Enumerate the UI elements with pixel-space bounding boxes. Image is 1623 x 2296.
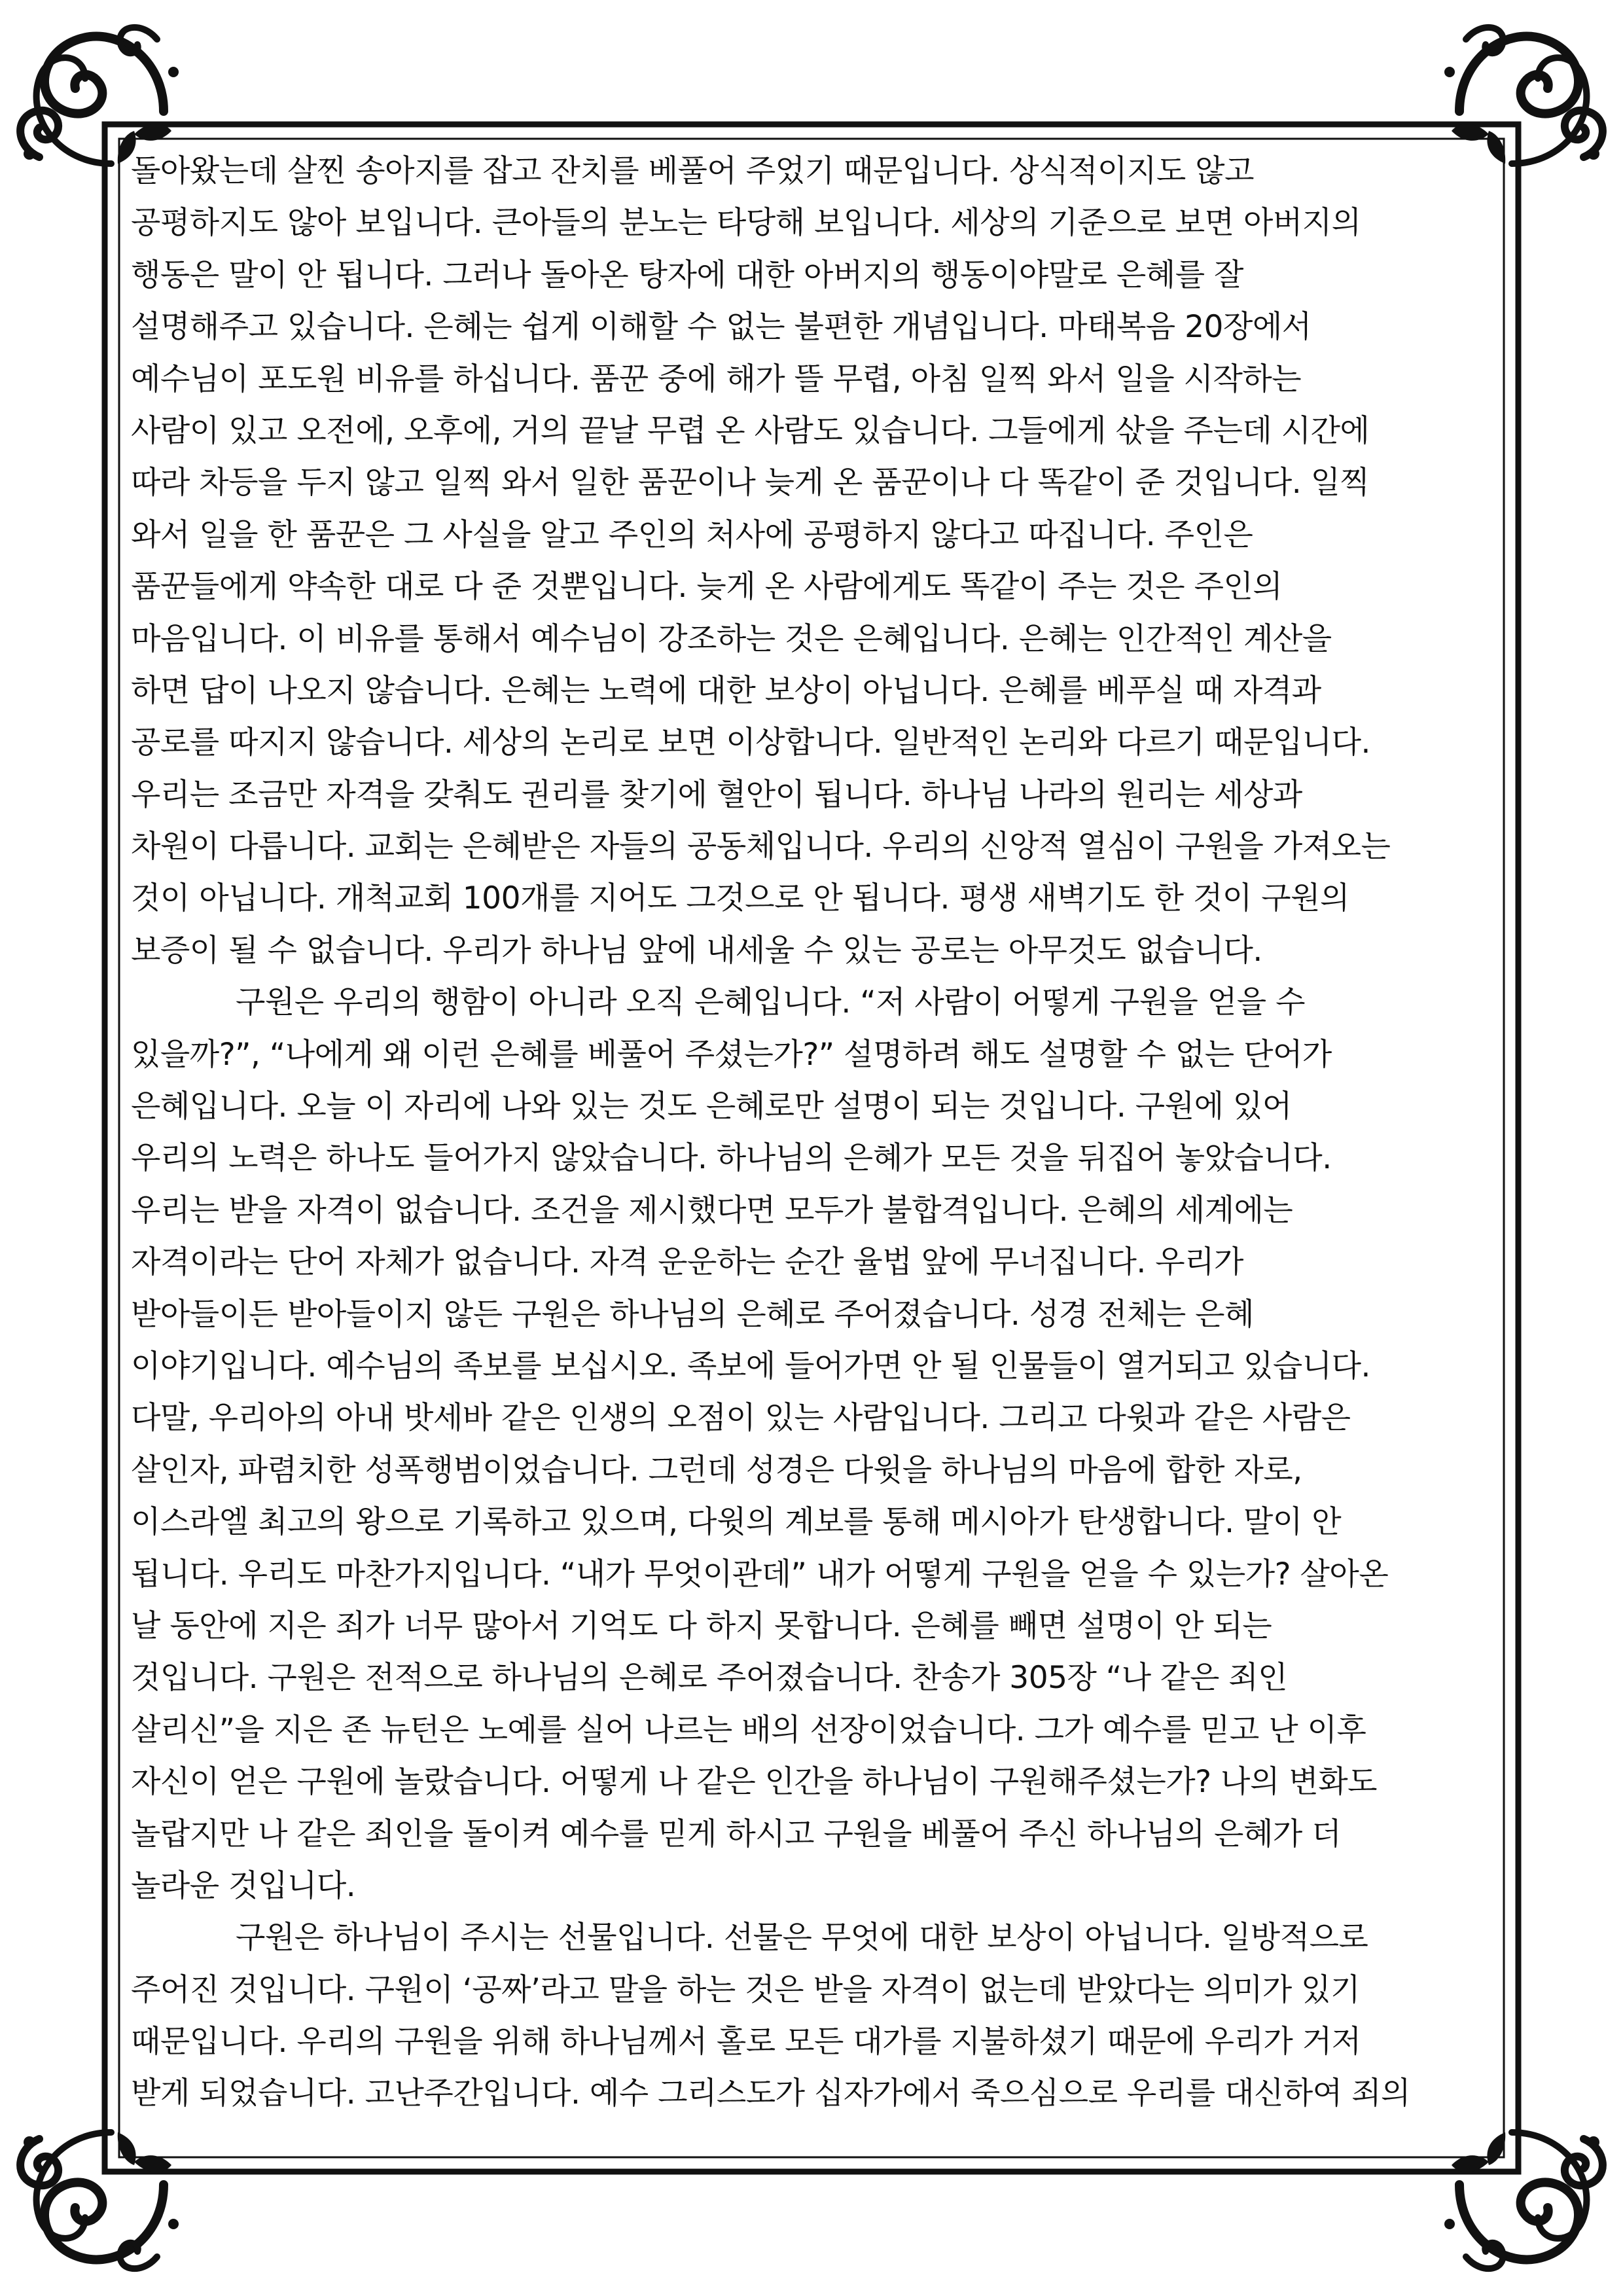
text-line: 이야기입니다. 예수님의 족보를 보십시오. 족보에 들어가면 안 될 인물들이 열거되고 있습니다. bbox=[131, 1348, 1370, 1384]
text-line: 설명해주고 있습니다. 은혜는 쉽게 이해할 수 없는 불편한 개념입니다. 마태복음 20장에서 bbox=[131, 309, 1311, 346]
text-line: 우리의 노력은 하나도 들어가지 않았습니다. 하나님의 은혜가 모든 것을 뒤집어 놓았습니다. bbox=[131, 1140, 1332, 1177]
text-line: 구원은 하나님이 주시는 선물입니다. 선물은 무엇에 대한 보상이 아닙니다. 일방적으로 bbox=[236, 1920, 1368, 1956]
sermon-body-text bbox=[131, 145, 1499, 2120]
text-line: 구원은 우리의 행함이 아니라 오직 은혜입니다. “저 사람이 어떻게 구원을 얻을 수 bbox=[236, 984, 1305, 1021]
text-line: 살인자, 파렴치한 성폭행범이었습니다. 그런데 성경은 다윗을 하나님의 마음에 합한 자로, bbox=[131, 1452, 1302, 1488]
text-line: 우리는 조금만 자격을 갖춰도 권리를 찾기에 혈안이 됩니다. 하나님 나라의 원리는 세상과 bbox=[131, 776, 1302, 813]
text-line: 때문입니다. 우리의 구원을 위해 하나님께서 홀로 모든 대가를 지불하셨기 때문에 우리가 거저 bbox=[131, 2024, 1361, 2060]
text-line: 받게 되었습니다. 고난주간입니다. 예수 그리스도가 십자가에서 죽으심으로 우리를 대신하여 죄의 bbox=[131, 2075, 1410, 2112]
text-line: 이스라엘 최고의 왕으로 기록하고 있으며, 다윗의 계보를 통해 메시아가 탄생합니다. 말이 안 bbox=[131, 1504, 1342, 1541]
text-line: 다말, 우리아의 아내 밧세바 같은 인생의 오점이 있는 사람입니다. 그리고 다윗과 같은 사람은 bbox=[131, 1400, 1351, 1437]
corner-ornament-bottom-right bbox=[1444, 2132, 1603, 2269]
text-line: 사람이 있고 오전에, 오후에, 거의 끝날 무렵 온 사람도 있습니다. 그들에게 삯을 주는데 시간에 bbox=[131, 412, 1370, 449]
text-line: 자격이라는 단어 자체가 없습니다. 자격 운운하는 순간 율법 앞에 무너집니다. 우리가 bbox=[131, 1244, 1243, 1281]
text-line: 하면 답이 나오지 않습니다. 은혜는 노력에 대한 보상이 아닙니다. 은혜를 베푸실 때 자격과 bbox=[131, 672, 1321, 709]
text-line: 날 동안에 지은 죄가 너무 많아서 기억도 다 하지 못합니다. 은혜를 빼면 설명이 안 되는 bbox=[131, 1607, 1272, 1644]
text-line: 있을까?”, “나에게 왜 이런 은혜를 베풀어 주셨는가?” 설명하려 해도 설명할 수 없는 단어가 bbox=[131, 1036, 1332, 1073]
text-line: 것입니다. 구원은 전적으로 하나님의 은혜로 주어졌습니다. 찬송가 305장 “나 같은 죄인 bbox=[131, 1660, 1288, 1696]
text-line: 예수님이 포도원 비유를 하십니다. 품꾼 중에 해가 뜰 무렵, 아침 일찍 와서 일을 시작하는 bbox=[131, 361, 1302, 397]
text-line: 주어진 것입니다. 구원이 ‘공짜’라고 말을 하는 것은 받을 자격이 없는데 받았다는 의미가 있기 bbox=[131, 1971, 1360, 2008]
text-line: 것이 아닙니다. 개척교회 100개를 지어도 그것으로 안 됩니다. 평생 새벽기도 한 것이 구원의 bbox=[131, 880, 1349, 917]
text-line: 행동은 말이 안 됩니다. 그러나 돌아온 탕자에 대한 아버지의 행동이야말로 은혜를 잘 bbox=[131, 257, 1243, 293]
text-line: 우리는 받을 자격이 없습니다. 조건을 제시했다면 모두가 불합격입니다. 은혜의 세계에는 bbox=[131, 1192, 1293, 1229]
text-line: 됩니다. 우리도 마찬가지입니다. “내가 무엇이관데” 내가 어떻게 구원을 얻을 수 있는가? 살아온 bbox=[131, 1556, 1389, 1592]
text-line: 받아들이든 받아들이지 않든 구원은 하나님의 은혜로 주어졌습니다. 성경 전체는 은혜 bbox=[131, 1296, 1254, 1333]
text-line: 따라 차등을 두지 않고 일찍 와서 일한 품꾼이나 늦게 온 품꾼이나 다 똑같이 준 것입니다. 일찍 bbox=[131, 465, 1370, 501]
text-line: 보증이 될 수 없습니다. 우리가 하나님 앞에 내세울 수 있는 공로는 아무것도 없습니다. bbox=[131, 932, 1262, 969]
text-line: 살리신”을 지은 존 뉴턴은 노예를 실어 나르는 배의 선장이었습니다. 그가 예수를 믿고 난 이후 bbox=[131, 1712, 1366, 1748]
corner-ornament-top-right bbox=[1444, 27, 1603, 164]
text-line: 돌아왔는데 살찐 송아지를 잡고 잔치를 베풀어 주었기 때문입니다. 상식적이지도 않고 bbox=[131, 153, 1254, 189]
corner-ornament-top-left bbox=[20, 27, 179, 164]
text-line: 품꾼들에게 약속한 대로 다 준 것뿐입니다. 늦게 온 사람에게도 똑같이 주는 것은 주인의 bbox=[131, 569, 1283, 605]
text-line: 자신이 얻은 구원에 놀랐습니다. 어떻게 나 같은 인간을 하나님이 구원해주셨는가? 나의 변화도 bbox=[131, 1764, 1377, 1801]
text-line: 공평하지도 않아 보입니다. 큰아들의 분노는 타당해 보입니다. 세상의 기준으로 보면 아버지의 bbox=[131, 205, 1361, 242]
text-line: 마음입니다. 이 비유를 통해서 예수님이 강조하는 것은 은혜입니다. 은혜는 인간적인 계산을 bbox=[131, 620, 1332, 657]
text-line: 놀랍지만 나 같은 죄인을 돌이켜 예수를 믿게 하시고 구원을 베풀어 주신 하나님의 은혜가 더 bbox=[131, 1816, 1342, 1852]
text-line: 차원이 다릅니다. 교회는 은혜받은 자들의 공동체입니다. 우리의 신앙적 열심이 구원을 가져오는 bbox=[131, 829, 1391, 865]
text-line: 공로를 따지지 않습니다. 세상의 논리로 보면 이상합니다. 일반적인 논리와 다르기 때문입니다. bbox=[131, 725, 1370, 761]
text-line: 놀라운 것입니다. bbox=[131, 1867, 356, 1904]
text-line: 은혜입니다. 오늘 이 자리에 나와 있는 것도 은혜로만 설명이 되는 것입니다. 구원에 있어 bbox=[131, 1088, 1292, 1125]
text-line: 와서 일을 한 품꾼은 그 사실을 알고 주인의 처사에 공평하지 않다고 따집니다. 주인은 bbox=[131, 516, 1253, 553]
corner-ornament-bottom-left bbox=[20, 2132, 179, 2269]
